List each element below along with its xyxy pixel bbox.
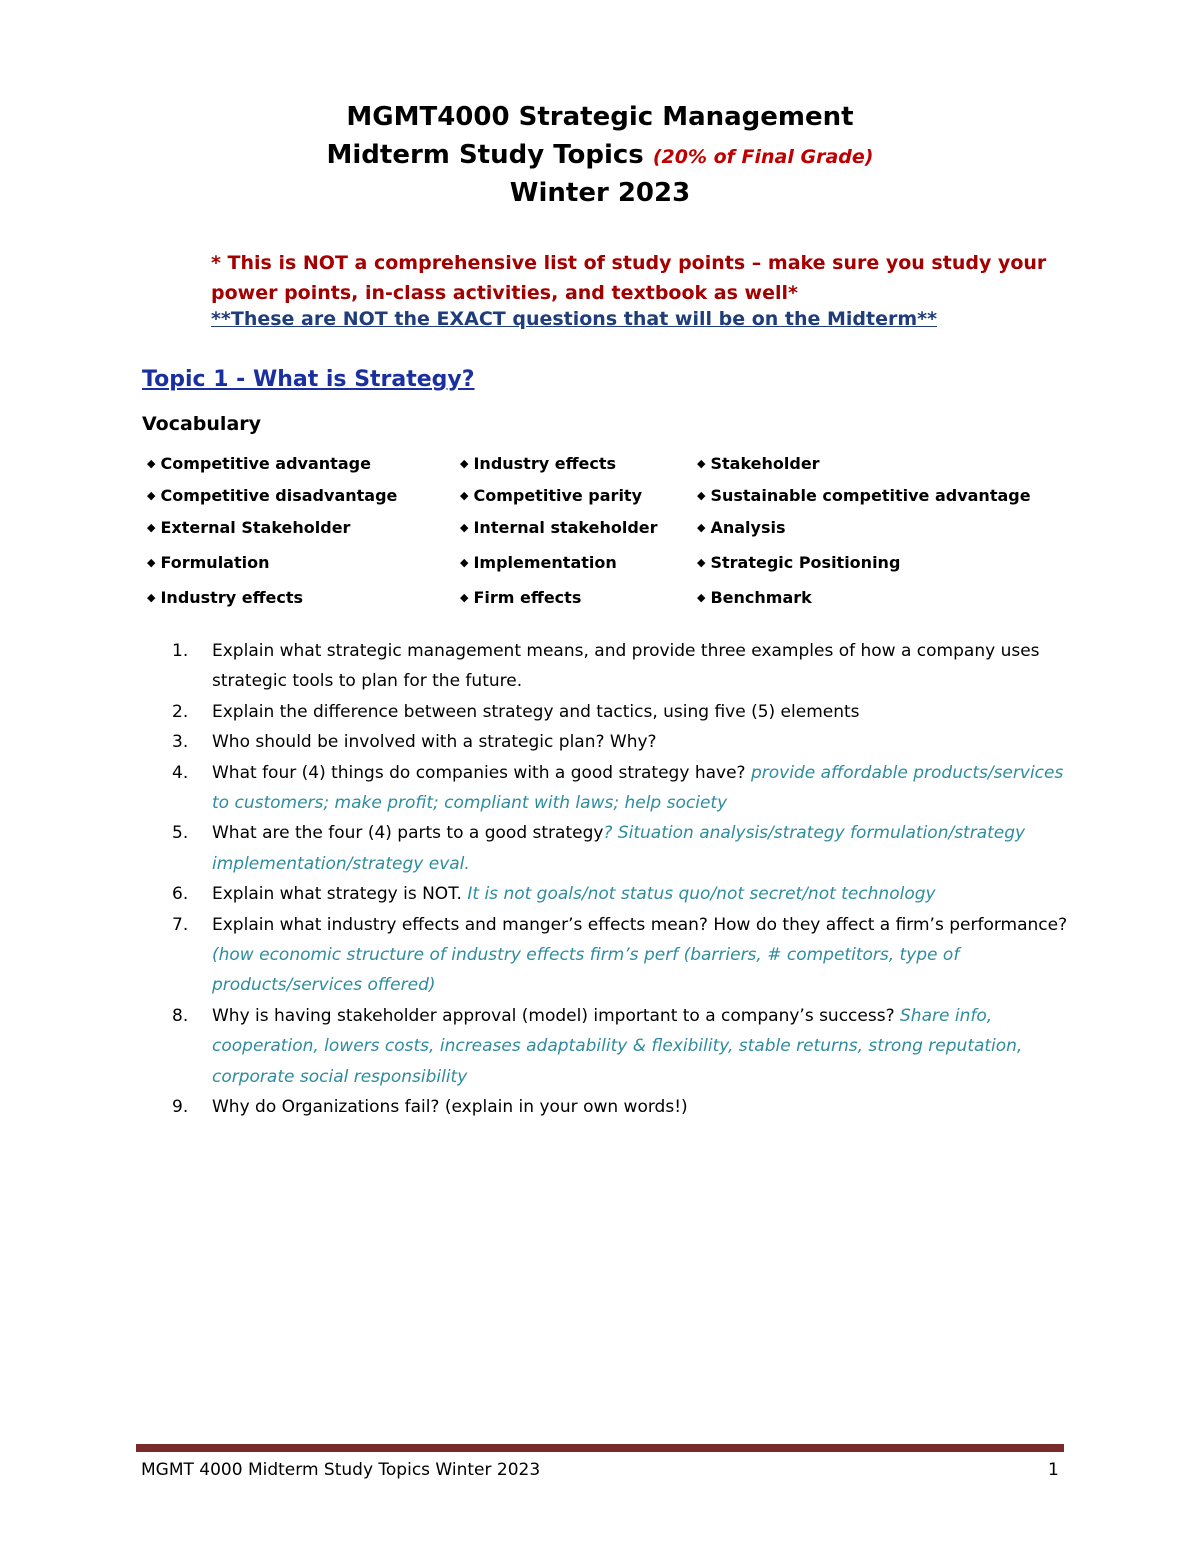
footer-text: MGMT 4000 Midterm Study Topics Winter 2023 [141, 1460, 541, 1480]
question-number: 3. [172, 732, 189, 753]
vocabulary-term [697, 454, 820, 476]
footer-divider [136, 1444, 1064, 1452]
diamond-bullet-icon: ◆ [460, 591, 469, 604]
vocabulary-term [147, 518, 350, 540]
vocabulary-term-label: Competitive parity [473, 486, 642, 505]
vocabulary-term-label: Firm effects [473, 588, 582, 607]
vocabulary-term [460, 553, 617, 575]
question-item [172, 1092, 1072, 1122]
diamond-bullet-icon: ◆ [460, 489, 469, 502]
vocabulary-term [697, 486, 1031, 508]
question-text: Explain the difference between strategy and tactics, using five (5) elements [212, 701, 860, 722]
question-number: 9. [172, 1097, 189, 1118]
diamond-bullet-icon: ◆ [697, 556, 706, 569]
vocabulary-term-label: Benchmark [710, 588, 812, 607]
diamond-bullet-icon: ◆ [147, 521, 156, 534]
page-number: 1 [1048, 1460, 1059, 1480]
vocabulary-term [147, 553, 270, 575]
question-item [172, 758, 1072, 819]
diamond-bullet-icon: ◆ [460, 556, 469, 569]
question-text: What are the four (4) parts to a good strategy [212, 823, 604, 844]
diamond-bullet-icon: ◆ [697, 521, 706, 534]
vocabulary-term [460, 486, 642, 508]
vocabulary-term [147, 454, 371, 476]
answer-note: provide affordable products/services to customers; make profit; compliant with laws; help society [212, 762, 1064, 814]
question-text: Who should be involved with a strategic plan? Why? [212, 732, 657, 753]
subtitle-text: Midterm Study Topics [326, 140, 653, 170]
vocabulary-term-label: Competitive advantage [160, 454, 371, 473]
vocabulary-term [697, 588, 812, 610]
diamond-bullet-icon: ◆ [697, 457, 706, 470]
question-item [172, 1001, 1072, 1092]
answer-note: Share info, cooperation, lowers costs, increases adaptability & flexibility, stable returns, strong reputation, corporate social responsibility [212, 1005, 1023, 1087]
disclaimer-notice: * This is NOT a comprehensive list of study points – make sure you study your power points, in-class activities, and textbook as well* [211, 252, 1047, 304]
vocabulary-term [147, 486, 397, 508]
vocabulary-term-label: Industry effects [160, 588, 304, 607]
question-number: 2. [172, 701, 189, 722]
vocabulary-term [460, 518, 658, 540]
vocabulary-term-label: Formulation [160, 553, 270, 572]
vocabulary-term-label: Implementation [473, 553, 617, 572]
question-text: Explain what strategic management means, and provide three examples of how a company uses strategic tools to plan for the future. [212, 641, 1040, 692]
question-text: Explain what industry effects and manger’s effects mean? How do they affect a firm’s performance? [212, 914, 1068, 935]
exact-questions-notice: **These are NOT the EXACT questions that will be on the Midterm** [211, 308, 938, 330]
document-subtitle [0, 138, 1200, 174]
answer-note: ? Situation analysis/strategy formulation/strategy implementation/strategy eval. [212, 823, 1026, 874]
vocabulary-term [697, 518, 785, 540]
diamond-bullet-icon: ◆ [147, 457, 156, 470]
vocabulary-term-label: Stakeholder [710, 454, 820, 473]
question-item [172, 910, 1072, 1001]
term-label: Winter 2023 [509, 178, 691, 208]
diamond-bullet-icon: ◆ [147, 591, 156, 604]
question-number: 7. [172, 914, 189, 935]
vocabulary-term-label: Competitive disadvantage [160, 486, 398, 505]
diamond-bullet-icon: ◆ [147, 556, 156, 569]
vocabulary-term-label: Industry effects [473, 454, 617, 473]
vocabulary-term-label: Sustainable competitive advantage [710, 486, 1031, 505]
diamond-bullet-icon: ◆ [697, 591, 706, 604]
diamond-bullet-icon: ◆ [697, 489, 706, 502]
question-item [172, 636, 1072, 697]
question-list [172, 636, 1072, 1123]
grade-weight-note: (20% of Final Grade) [652, 146, 874, 168]
diamond-bullet-icon: ◆ [460, 521, 469, 534]
topic-heading: Topic 1 - What is Strategy? [142, 367, 475, 392]
vocabulary-term-label: Strategic Positioning [710, 553, 901, 572]
question-number: 8. [172, 1005, 189, 1026]
question-text: Explain what strategy is NOT. [212, 884, 468, 905]
question-text: Why do Organizations fail? (explain in your own words!) [212, 1097, 688, 1118]
document-title: MGMT4000 Strategic Management [346, 102, 854, 132]
question-item [172, 818, 1072, 879]
question-text: Why is having stakeholder approval (model) important to a company’s success? [212, 1005, 901, 1026]
question-item [172, 879, 1072, 909]
vocabulary-term-label: External Stakeholder [160, 518, 351, 537]
answer-note: (how economic structure of industry effects firm’s perf (barriers, # competitors, type of products/services offered) [212, 945, 960, 996]
diamond-bullet-icon: ◆ [147, 489, 156, 502]
question-item [172, 727, 1072, 757]
vocabulary-heading: Vocabulary [142, 413, 262, 435]
question-number: 4. [172, 762, 189, 783]
question-number: 5. [172, 823, 189, 844]
question-text: What four (4) things do companies with a good strategy have? [212, 762, 751, 783]
diamond-bullet-icon: ◆ [460, 457, 469, 470]
answer-note: It is not goals/not status quo/not secret/not technology [467, 884, 936, 905]
vocabulary-term [460, 588, 581, 610]
question-number: 1. [172, 641, 189, 661]
vocabulary-term-label: Analysis [710, 518, 786, 537]
vocabulary-term-label: Internal stakeholder [473, 518, 658, 537]
vocabulary-term [697, 553, 900, 575]
question-number: 6. [172, 884, 189, 905]
vocabulary-term [147, 588, 303, 610]
vocabulary-term [460, 454, 616, 476]
question-item [172, 697, 1072, 727]
